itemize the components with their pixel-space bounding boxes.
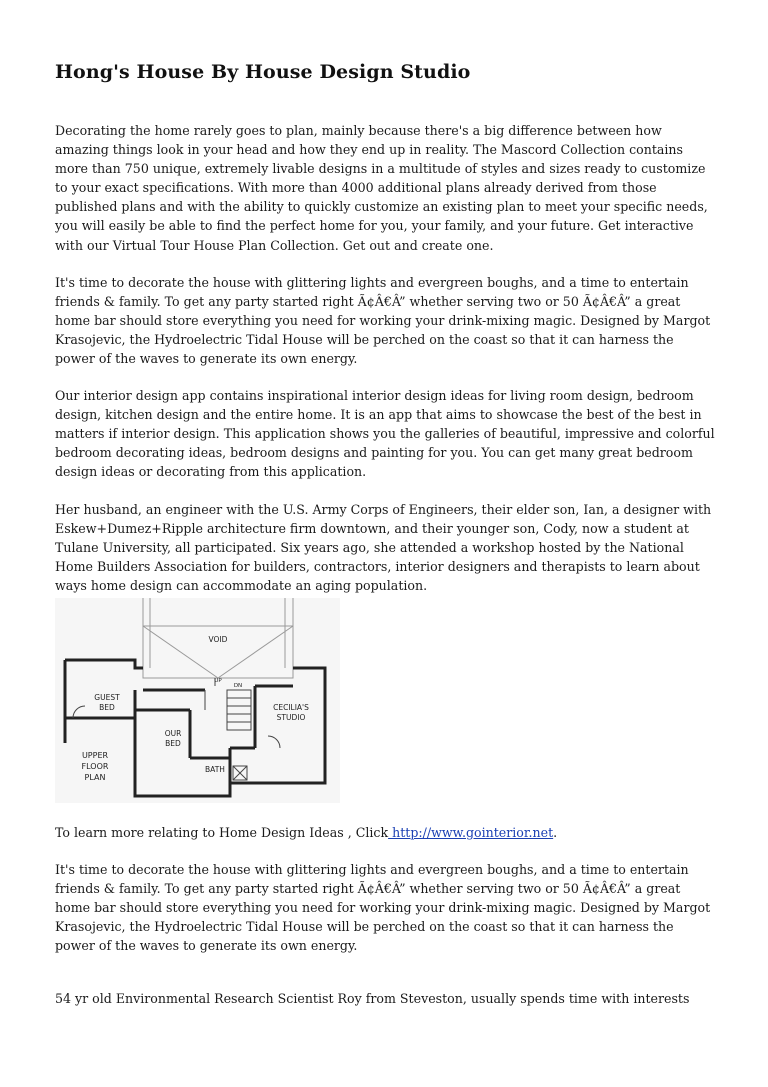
plan-label-void: VOID: [208, 635, 228, 644]
paragraph-6: 54 yr old Environmental Research Scientist Roy from Steveston, usually spends time with interests: [55, 991, 690, 1006]
plan-label-plan: PLAN: [84, 773, 106, 782]
plan-label-studio: STUDIO: [276, 713, 306, 722]
plan-label-floor: FLOOR: [81, 762, 109, 771]
plan-label-bath: BATH: [205, 765, 225, 774]
paragraph-1: Decorating the home rarely goes to plan, mainly because there's a big difference between how amazing things look in your head and how they end up in reality. The Mascord Collection contains more than 750 unique, extremely livable designs in a multitude of styles and sizes ready to customize to your exact specifications. With more than 4000 additional plans already derived from those published plans and with the ability to quickly customize an existing plan to meet your specific needs, you will easily be able to find the perfect home for you, your family, and your future. Get interactive with our Virtual Tour House Plan Collection. Get out and create one.: [55, 123, 708, 253]
plan-label-upper: UPPER: [81, 751, 109, 760]
floor-plan-drawing: [55, 598, 340, 803]
link-line-prefix: To learn more relating to Home Design Ideas , Click: [55, 825, 389, 840]
paragraph-3: Our interior design app contains inspirational interior design ideas for living room design, bedroom design, kitchen design and the entire home. It is an app that aims to showcase the best of the best in matters if interior design. This application shows you the galleries of beautiful, impressive and colorful bedroom decorating ideas, bedroom designs and painting for you. You can get many great bedroom design ideas or decorating from this application.: [55, 388, 715, 480]
paragraph-4: Her husband, an engineer with the U.S. Army Corps of Engineers, their elder son, Ian, a designer with Eskew+Dumez+Ripple architecture firm downtown, and their younger son, Cody, now a student at Tulane University, all participated. Six years ago, she attended a workshop hosted by the National Home Builders Association for builders, contractors, interior designers and therapists to learn about ways home design can accommodate an aging population.: [55, 502, 712, 594]
gointerior-link[interactable]: http://www.gointerior.net: [388, 825, 554, 840]
link-line-suffix: .: [553, 825, 558, 840]
plan-label-studio-owner: CECILIA'S: [273, 703, 309, 712]
link-line: [55, 823, 557, 842]
plan-label-guest-bed: BED: [99, 703, 115, 712]
plan-label-our-bed: BED: [165, 739, 181, 748]
paragraph-5: It's time to decorate the house with glittering lights and evergreen boughs, and a time to entertain friends & family. To get any party started right Ã¢Â€Â” whether serving two or 50 Ã¢Â€Â” a great home bar should store everything you need for working your drink-mixing magic. Designed by Margot Krasojevic, the Hydroelectric Tidal House will be perched on the coast so that it can harness the power of the waves to generate its own energy.: [55, 862, 711, 954]
plan-label-dn: DN: [233, 683, 243, 689]
plan-label-guest: GUEST: [94, 693, 120, 702]
plan-label-our: OUR: [164, 729, 182, 738]
floor-plan-image: [55, 598, 340, 803]
plan-label-up: UP: [214, 678, 222, 684]
page-title: Hong's House By House Design Studio: [55, 61, 471, 83]
paragraph-2: It's time to decorate the house with glittering lights and evergreen boughs, and a time to entertain friends & family. To get any party started right Ã¢Â€Â” whether serving two or 50 Ã¢Â€Â” a great home bar should store everything you need for working your drink-mixing magic. Designed by Margot Krasojevic, the Hydroelectric Tidal House will be perched on the coast so that it can harness the power of the waves to generate its own energy.: [55, 275, 711, 367]
